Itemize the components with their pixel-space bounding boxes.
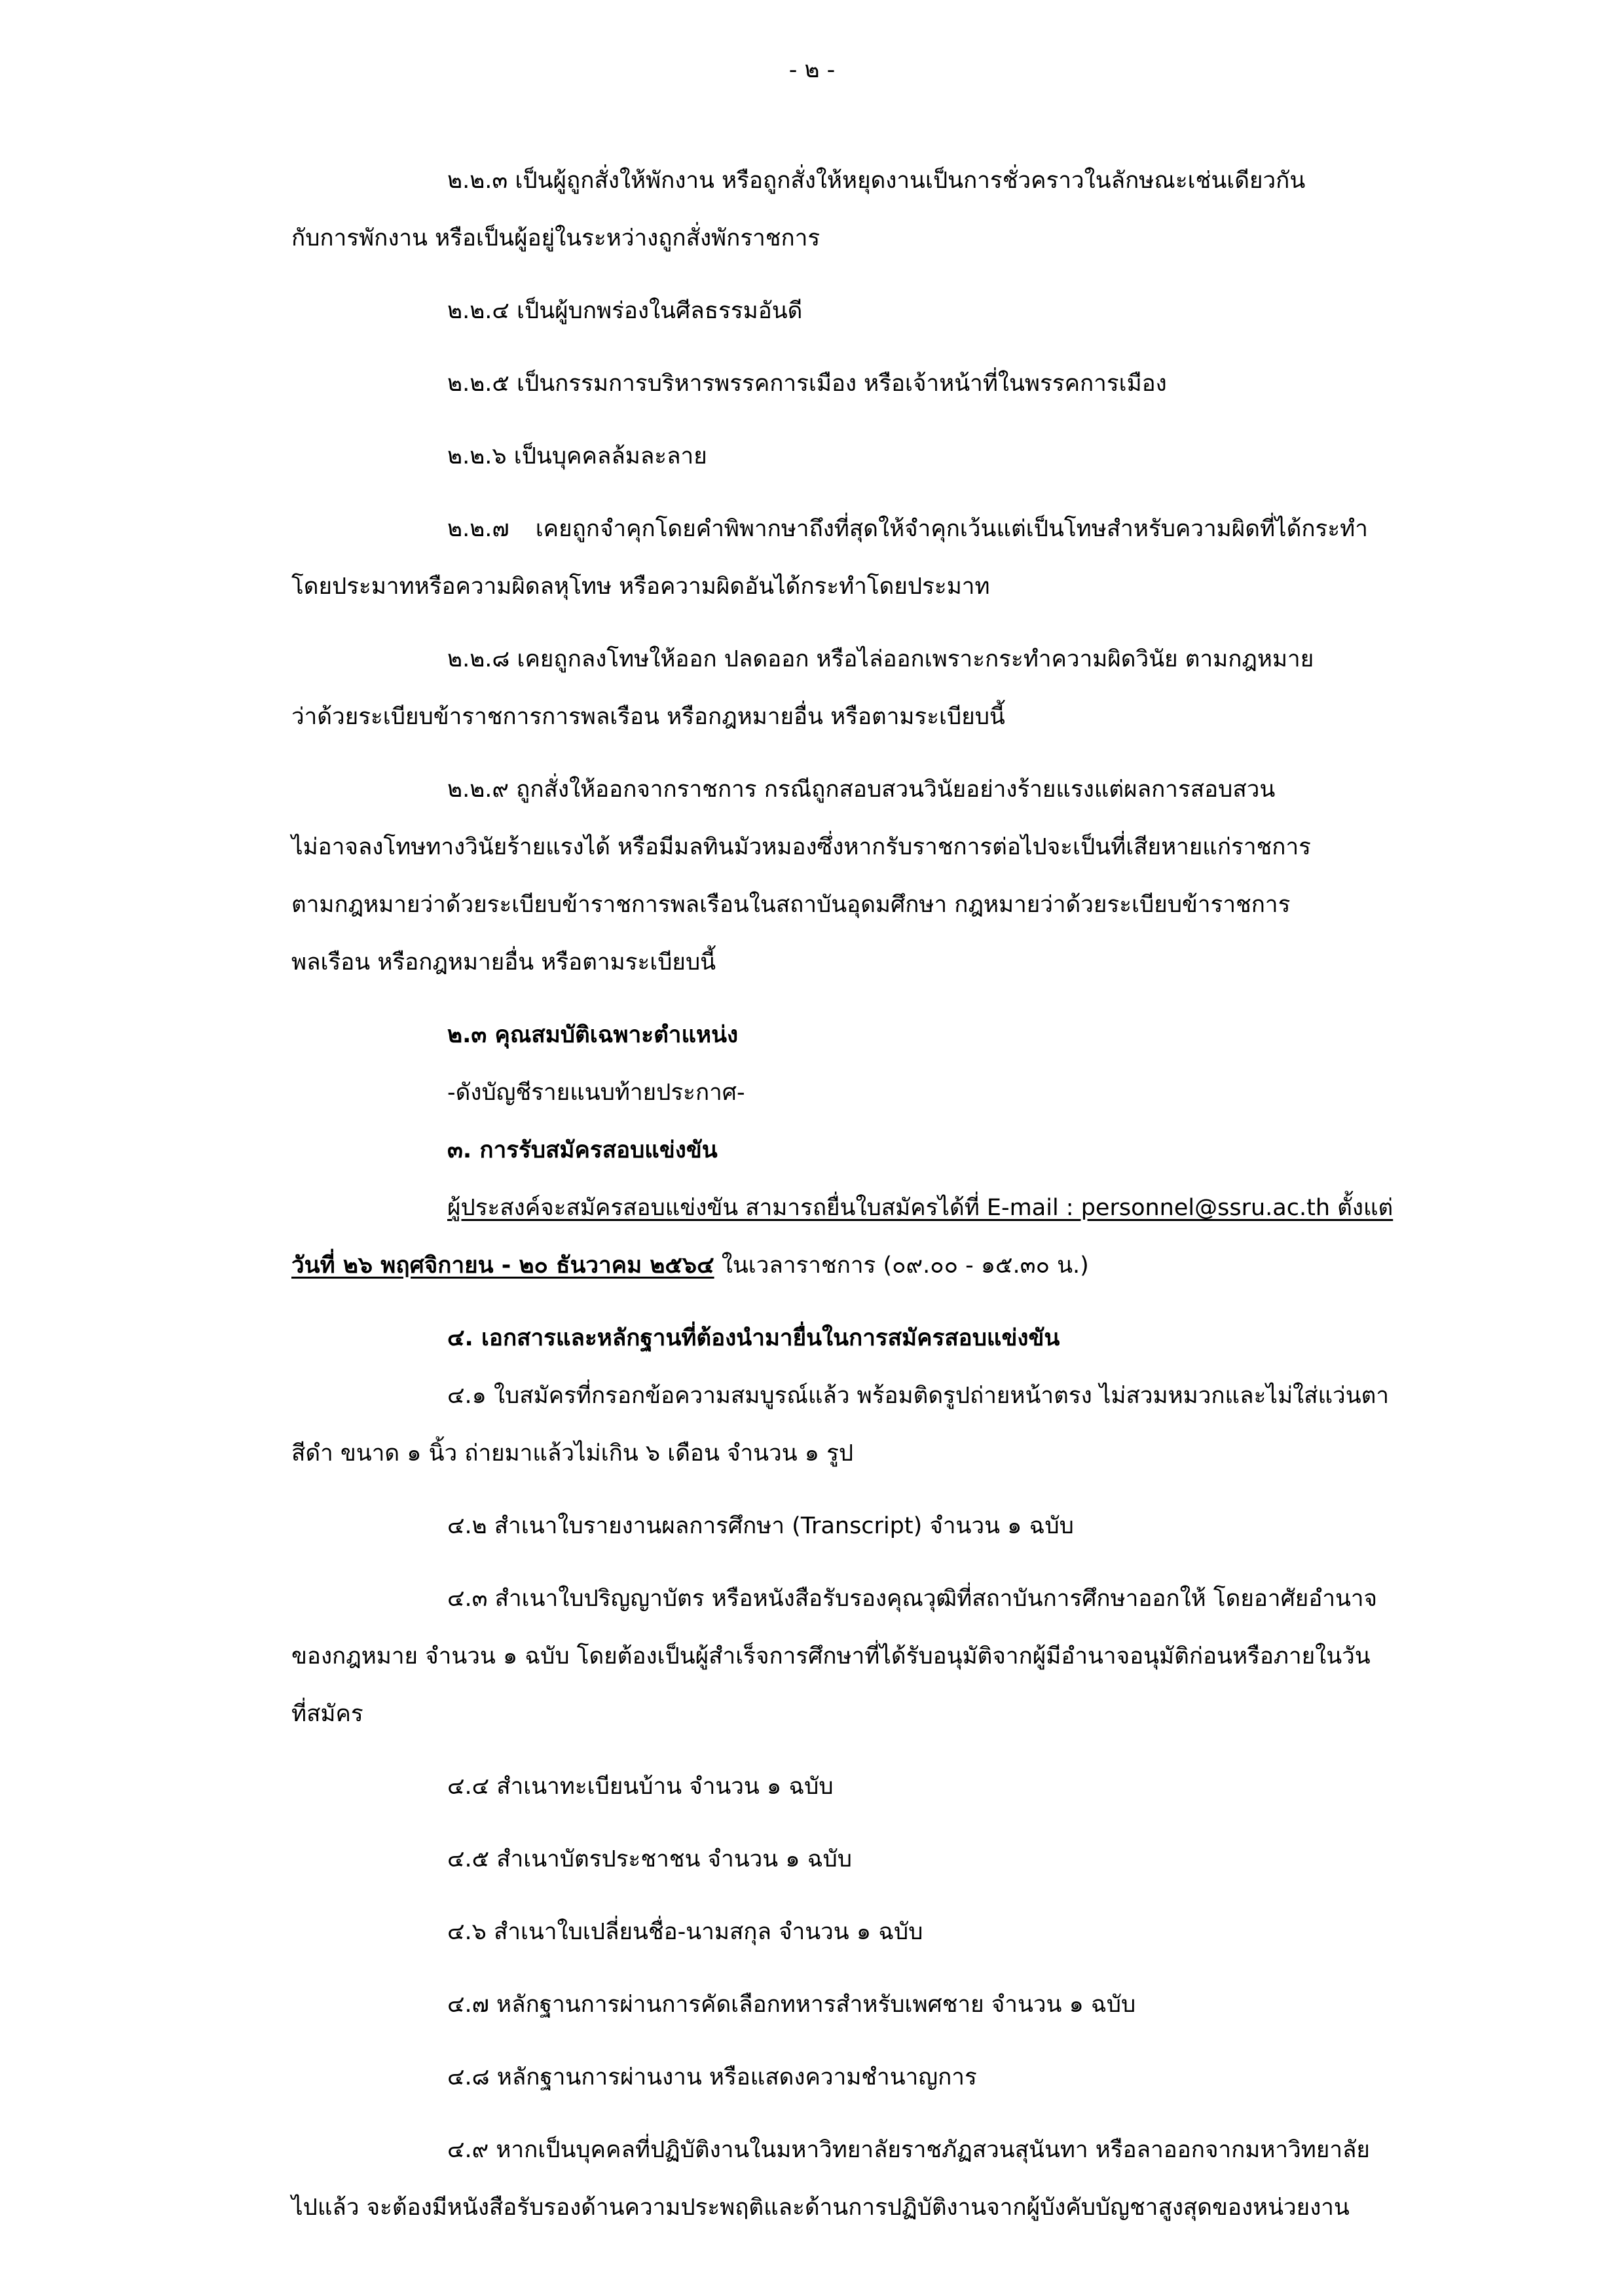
paragraph-line: ที่สมัคร <box>291 1701 363 1727</box>
section-heading-4: ๔. เอกสารและหลักฐานที่ต้องนำมายื่นในการสมัครสอบแข่งขัน <box>447 1325 1060 1351</box>
item-text: เคยถูกจำคุกโดยคำพิพากษาถึงที่สุดให้จำคุกเว้นแต่เป็นโทษสำหรับความผิดที่ได้กระทำ <box>535 516 1368 542</box>
office-hours: ในเวลาราชการ (๐๙.๐๐ - ๑๕.๓๐ น.) <box>714 1252 1089 1279</box>
paragraph-line: ไปแล้ว จะต้องมีหนังสือรับรองด้านความประพฤติและด้านการปฏิบัติงานจากผู้บังคับบัญชาสูงสุดของหน่วยงาน <box>291 2195 1350 2221</box>
item-2-2-9 <box>291 761 1398 991</box>
page-number: - ๒ - <box>788 57 836 83</box>
item-4-3 <box>291 1570 1398 1743</box>
section-heading-2-3: ๒.๓ คุณสมบัติเฉพาะตำแหน่ง <box>447 1022 739 1048</box>
item-4-2: ๔.๒ สำเนาใบรายงานผลการศึกษา (Transcript) จำนวน ๑ ฉบับ <box>447 1513 1074 1539</box>
item-4-4: ๔.๔ สำเนาทะเบียนบ้าน จำนวน ๑ ฉบับ <box>447 1774 834 1800</box>
item-4-7: ๔.๗ หลักฐานการผ่านการคัดเลือกทหารสำหรับเพศชาย จำนวน ๑ ฉบับ <box>447 1992 1136 2018</box>
item-4-1 <box>291 1367 1398 1482</box>
application-period: วันที่ ๒๖ พฤศจิกายน - ๒๐ ธันวาคม ๒๕๖๔ <box>291 1252 714 1279</box>
paragraph-line: ๒.๒.๙ ถูกสั่งให้ออกจากราชการ กรณีถูกสอบสวนวินัยอย่างร้ายแรงแต่ผลการสอบสวน <box>447 776 1276 803</box>
paragraph-line: กับการพักงาน หรือเป็นผู้อยู่ในระหว่างถูกสั่งพักราชการ <box>291 225 821 251</box>
paragraph-line <box>291 500 1398 558</box>
paragraph-line: ว่าด้วยระเบียบข้าราชการการพลเรือน หรือกฎหมายอื่น หรือตามระเบียบนี้ <box>291 704 1005 730</box>
paragraph-line: ตามกฎหมายว่าด้วยระเบียบข้าราชการพลเรือนในสถาบันอุดมศึกษา กฎหมายว่าด้วยระเบียบข้าราชการ <box>291 892 1291 918</box>
paragraph-line: ๒.๒.๘ เคยถูกลงโทษให้ออก ปลดออก หรือไล่ออกเพราะกระทำความผิดวินัย ตามกฎหมาย <box>447 646 1314 672</box>
paragraph-line: ไม่อาจลงโทษทางวินัยร้ายแรงได้ หรือมีมลทินมัวหมองซึ่งหากรับราชการต่อไปจะเป็นที่เสียหายแก่ราชการ <box>291 834 1311 860</box>
item-2-2-3 <box>291 152 1398 267</box>
document-body <box>291 152 1398 2251</box>
paragraph-line: ๒.๒.๓ เป็นผู้ถูกสั่งให้พักงาน หรือถูกสั่งให้หยุดงานเป็นการชั่วคราวในลักษณะเช่นเดียวกัน <box>447 168 1306 194</box>
section-heading-3: ๓. การรับสมัครสอบแข่งขัน <box>447 1137 718 1163</box>
paragraph-line: ของกฎหมาย จำนวน ๑ ฉบับ โดยต้องเป็นผู้สำเร็จการศึกษาที่ได้รับอนุมัติจากผู้มีอำนาจอนุมัติก่อนหรือภายในวัน <box>291 1643 1371 1669</box>
paragraph-line: ๔.๙ หากเป็นบุคคลที่ปฏิบัติงานในมหาวิทยาลัยราชภัฏสวนสุนันทา หรือลาออกจากมหาวิทยาลัย <box>447 2137 1370 2163</box>
paragraph-line: โดยประมาทหรือความผิดลหุโทษ หรือความผิดอันได้กระทำโดยประมาท <box>291 574 990 600</box>
item-2-2-7 <box>291 500 1398 615</box>
paragraph-line: ผู้ประสงค์จะสมัครสอบแข่งขัน สามารถยื่นใบสมัครได้ที่ E-mail : personnel@ssru.ac.th ตั้งแต่ <box>447 1195 1393 1221</box>
paragraph-line: ๔.๑ ใบสมัครที่กรอกข้อความสมบูรณ์แล้ว พร้อมติดรูปถ่ายหน้าตรง ไม่สวมหมวกและไม่ใส่แว่นตา <box>447 1383 1390 1409</box>
paragraph-line: พลเรือน หรือกฎหมายอื่น หรือตามระเบียบนี้ <box>291 949 716 975</box>
section-3-text <box>291 1179 1398 1294</box>
paragraph-line <box>291 1237 1398 1294</box>
section-2-3-text: -ดังบัญชีรายแนบท้ายประกาศ- <box>447 1080 745 1106</box>
item-4-9 <box>291 2121 1398 2236</box>
paragraph-line: สีดำ ขนาด ๑ นิ้ว ถ่ายมาแล้วไม่เกิน ๖ เดือน จำนวน ๑ รูป <box>291 1440 854 1467</box>
item-4-5: ๔.๕ สำเนาบัตรประชาชน จำนวน ๑ ฉบับ <box>447 1846 852 1872</box>
item-2-2-6: ๒.๒.๖ เป็นบุคคลล้มละลาย <box>447 443 707 469</box>
item-2-2-5: ๒.๒.๕ เป็นกรรมการบริหารพรรคการเมือง หรือเจ้าหน้าที่ในพรรคการเมือง <box>447 371 1167 397</box>
item-number: ๒.๒.๗ <box>447 516 509 542</box>
item-2-2-4: ๒.๒.๔ เป็นผู้บกพร่องในศีลธรรมอันดี <box>447 298 803 324</box>
paragraph-line: ๔.๓ สำเนาใบปริญญาบัตร หรือหนังสือรับรองคุณวุฒิที่สถาบันการศึกษาออกให้ โดยอาศัยอำนาจ <box>447 1586 1378 1612</box>
item-4-6: ๔.๖ สำเนาใบเปลี่ยนชื่อ-นามสกุล จำนวน ๑ ฉบับ <box>447 1919 923 1945</box>
item-2-2-8 <box>291 630 1398 746</box>
item-4-8: ๔.๘ หลักฐานการผ่านงาน หรือแสดงความชำนาญการ <box>447 2064 977 2090</box>
